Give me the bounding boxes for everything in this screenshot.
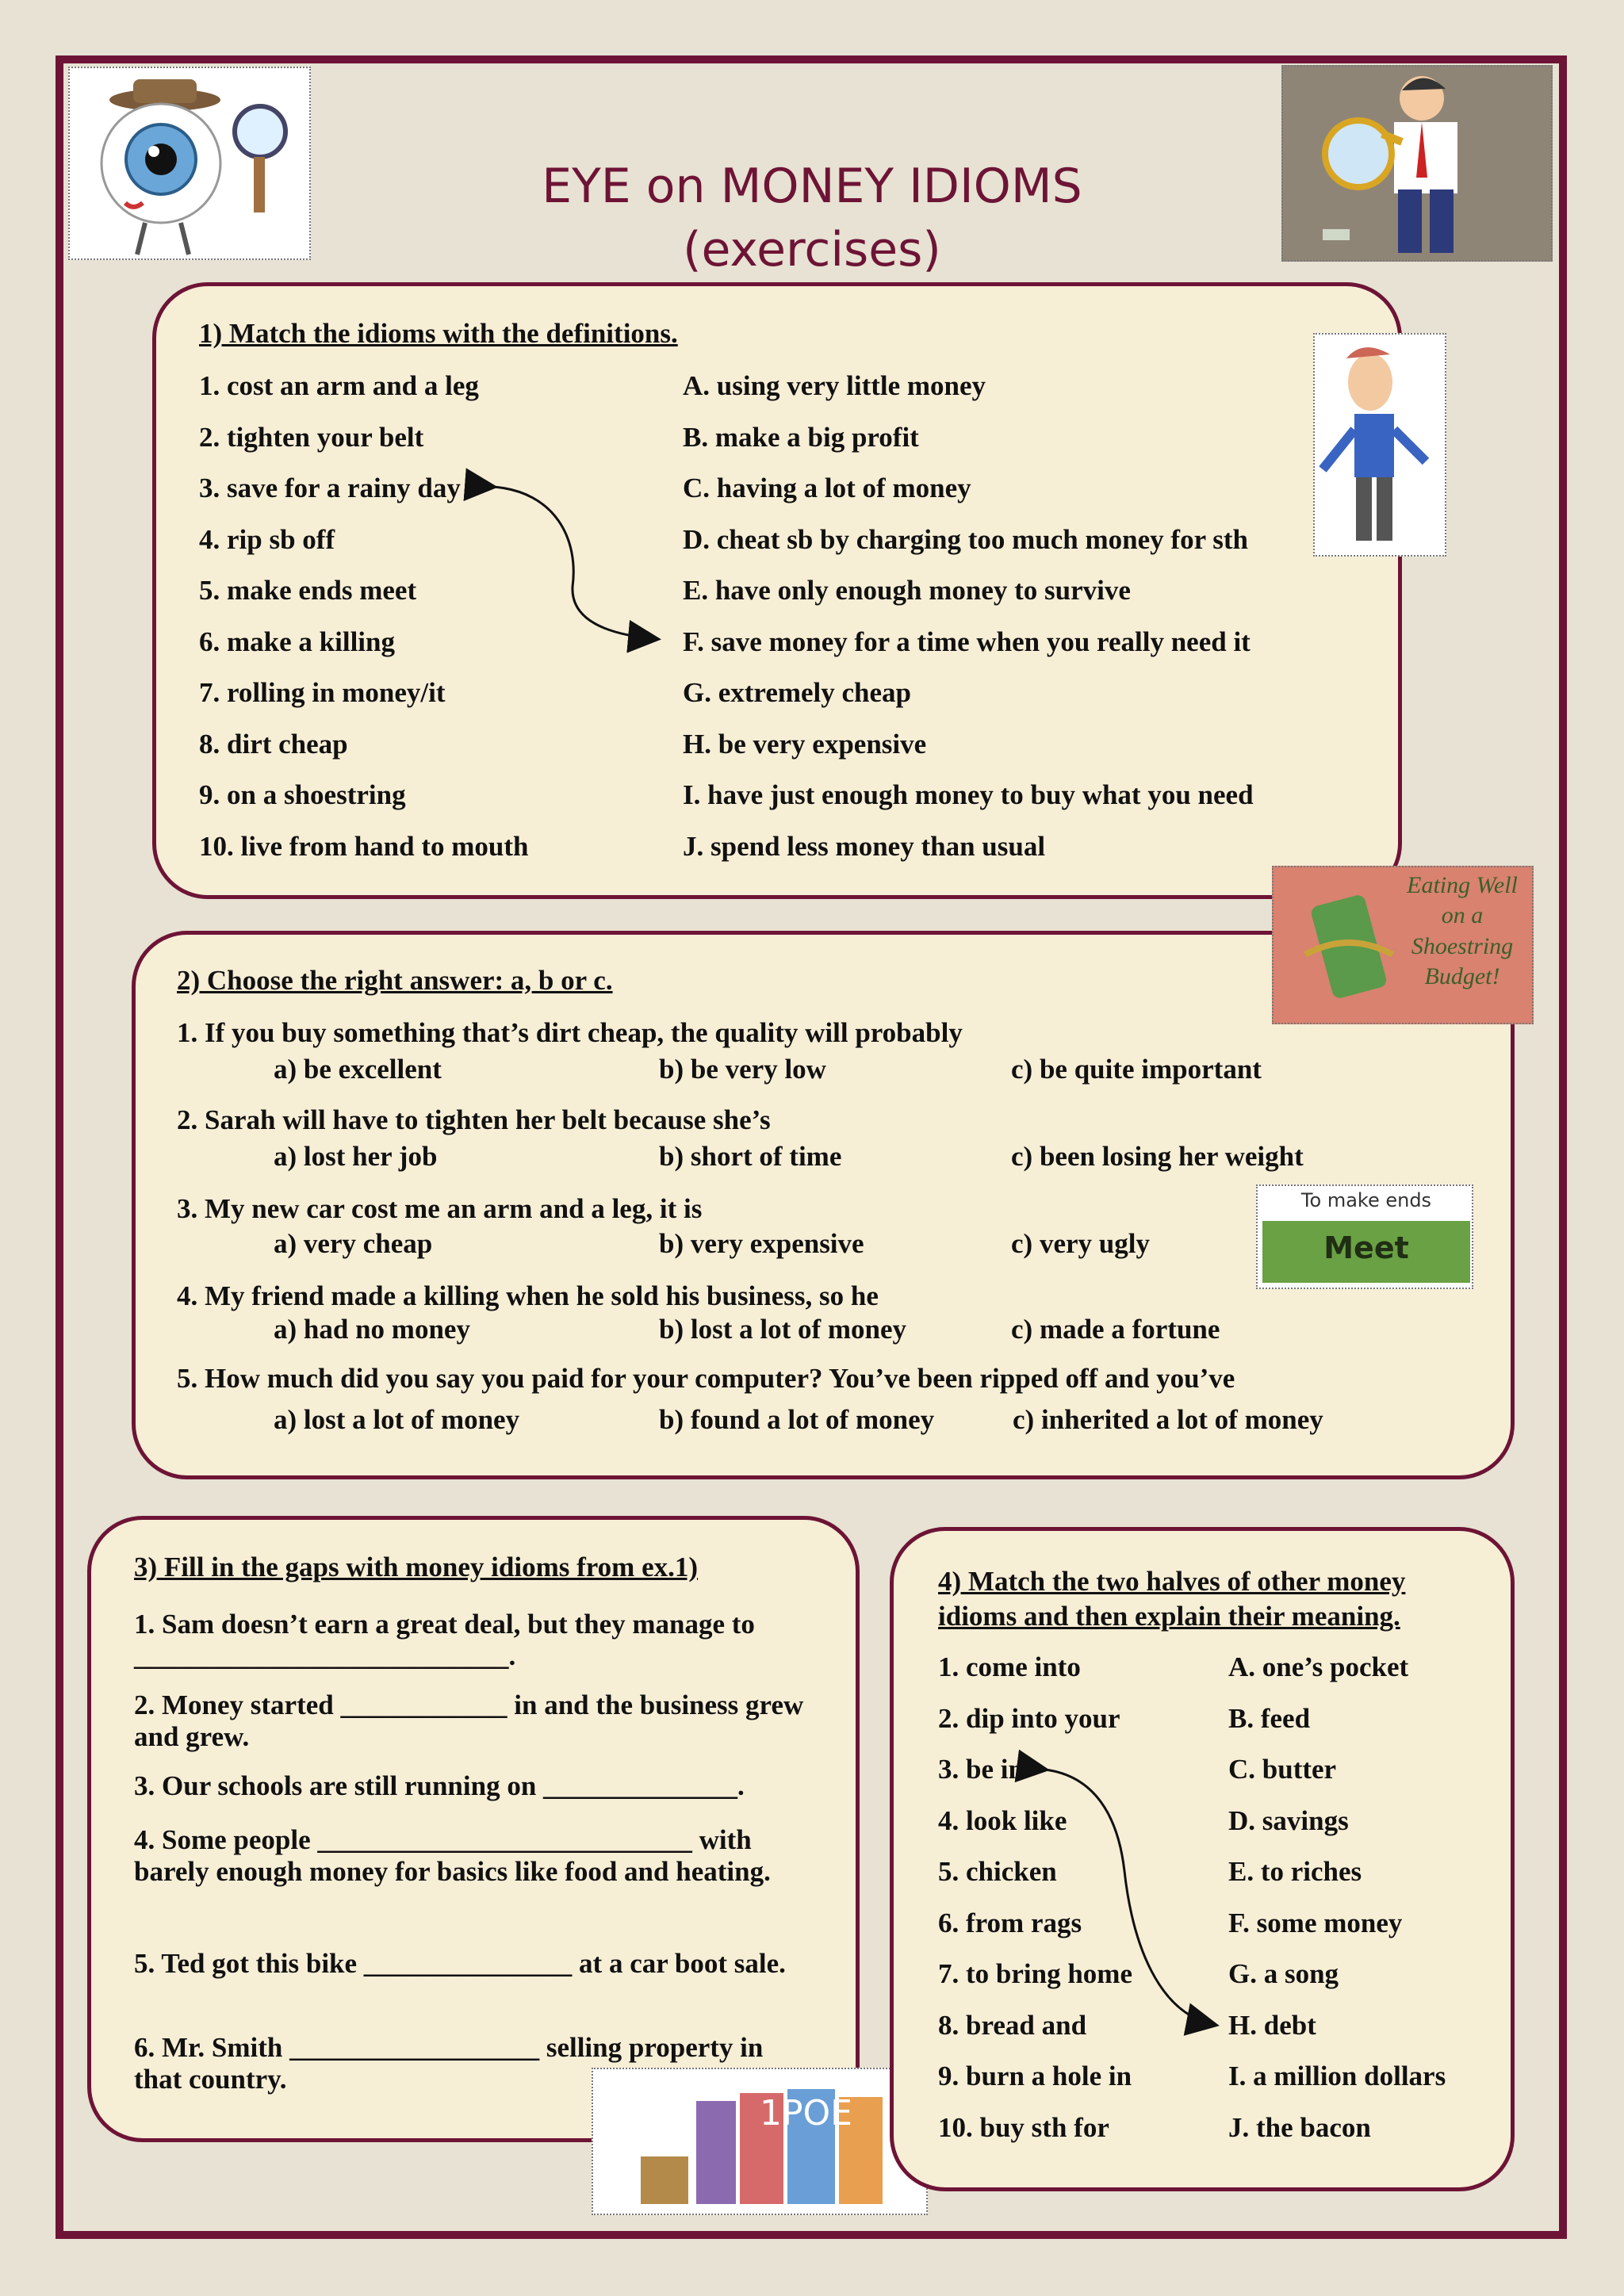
definition-item: F. save money for a time when you really need it: [683, 626, 1251, 657]
option-b: b) found a lot of money: [659, 1404, 935, 1435]
definition-item: C. having a lot of money: [683, 473, 971, 503]
sign-line-4: Budget!: [1424, 963, 1500, 990]
option-a: a) had no money: [274, 1314, 470, 1345]
option-a: a) lost her job: [274, 1141, 438, 1172]
idiom-second-half: E. to riches: [1228, 1856, 1362, 1887]
idiom-item: 5. make ends meet: [199, 575, 417, 606]
exercise-1-heading: 1) Match the idioms with the definitions.: [199, 318, 678, 349]
exercise-4-heading-line-1: 4) Match the two halves of other money: [938, 1566, 1406, 1597]
option-b: b) lost a lot of money: [659, 1314, 907, 1345]
idiom-second-half: I. a million dollars: [1228, 2061, 1446, 2091]
idiom-first-half: 9. burn a hole in: [938, 2061, 1132, 2091]
idiom-first-half: 5. chicken: [938, 1856, 1057, 1887]
idiom-second-half: B. feed: [1228, 1702, 1311, 1734]
option-c: c) very ugly: [1011, 1228, 1150, 1259]
option-b: b) very expensive: [659, 1228, 864, 1259]
exercise-2-heading: 2) Choose the right answer: a, b or c.: [177, 965, 613, 996]
idiom-second-half: G. a song: [1228, 1958, 1339, 1989]
idiom-item: 8. dirt cheap: [199, 728, 348, 760]
gap-sentence: 3. Our schools are still running on ______________.: [134, 1770, 745, 1801]
option-a: a) be excellent: [274, 1054, 442, 1085]
idiom-second-half: C. butter: [1228, 1754, 1337, 1785]
question-text: 2. Sarah will have to tighten her belt because she’s: [177, 1104, 771, 1135]
idiom-first-half: 8. bread and: [938, 2009, 1087, 2041]
option-b: b) be very low: [659, 1054, 826, 1085]
option-a: a) lost a lot of money: [274, 1404, 520, 1435]
question-text: 3. My new car cost me an arm and a leg, it is: [177, 1193, 703, 1224]
option-c: c) made a fortune: [1011, 1314, 1220, 1345]
page-title: EYE on MONEY IDIOMS: [542, 159, 1082, 214]
gap-sentence: 6. Mr. Smith __________________ selling property in that country.: [134, 2032, 764, 2095]
ends-meet-bottom-text: Meet: [1323, 1230, 1409, 1265]
option-a: a) very cheap: [274, 1228, 433, 1259]
idiom-item: 4. rip sb off: [199, 523, 335, 555]
banknote-label: 1POE: [760, 2093, 852, 2133]
idiom-item: 1. cost an arm and a leg: [199, 370, 479, 401]
question-text: 1. If you buy something that’s dirt cheap, the quality will probably: [177, 1017, 963, 1048]
idiom-item: 10. live from hand to mouth: [199, 830, 529, 862]
exercise-4-heading-line-2: idioms and then explain their meaning.: [938, 1601, 1400, 1632]
page-subtitle: (exercises): [683, 222, 941, 277]
idiom-second-half: F. some money: [1228, 1907, 1403, 1938]
idiom-first-half: 3. be in: [938, 1754, 1024, 1785]
definition-item: G. extremely cheap: [683, 677, 912, 708]
option-c: c) been losing her weight: [1011, 1141, 1304, 1172]
definition-item: I. have just enough money to buy what you need: [683, 779, 1254, 810]
definition-item: D. cheat sb by charging too much money for sth: [683, 523, 1248, 555]
question-text: 5. How much did you say you paid for your computer? You’ve been ripped off and you’ve: [177, 1363, 1235, 1394]
sign-line-3: Shoestring: [1411, 932, 1514, 959]
exercise-3-heading: 3) Fill in the gaps with money idioms from ex.1): [134, 1552, 699, 1582]
idiom-first-half: 4. look like: [938, 1804, 1067, 1836]
gap-sentence: 2. Money started ____________ in and the business grew and grew.: [134, 1689, 804, 1753]
idiom-first-half: 6. from rags: [938, 1907, 1082, 1938]
definition-item: A. using very little money: [683, 370, 986, 401]
idiom-second-half: D. savings: [1228, 1804, 1349, 1836]
definition-item: H. be very expensive: [683, 728, 927, 760]
definition-item: B. make a big profit: [683, 421, 919, 453]
idiom-item: 3. save for a rainy day: [199, 473, 461, 503]
idiom-item: 2. tighten your belt: [199, 421, 424, 453]
idiom-first-half: 2. dip into your: [938, 1702, 1120, 1734]
idiom-item: 7. rolling in money/it: [199, 677, 446, 708]
idiom-second-half: A. one’s pocket: [1228, 1651, 1409, 1682]
idiom-first-half: 1. come into: [938, 1651, 1081, 1682]
ends-meet-top-text: To make ends: [1300, 1189, 1432, 1211]
idiom-item: 6. make a killing: [199, 626, 395, 657]
idiom-item: 9. on a shoestring: [199, 779, 406, 810]
definition-item: E. have only enough money to survive: [683, 575, 1131, 606]
option-c: c) be quite important: [1011, 1054, 1262, 1085]
idiom-second-half: H. debt: [1228, 2009, 1316, 2041]
idiom-second-half: J. the bacon: [1228, 2111, 1371, 2143]
idiom-first-half: 7. to bring home: [938, 1958, 1132, 1989]
gap-sentence: 5. Ted got this bike _______________ at a car boot sale.: [134, 1948, 786, 1979]
option-b: b) short of time: [659, 1141, 842, 1172]
definition-item: J. spend less money than usual: [683, 830, 1046, 862]
gap-sentence: 4. Some people ___________________________ with barely enough money for basics like food and heating.: [134, 1824, 771, 1888]
idiom-first-half: 10. buy sth for: [938, 2111, 1109, 2143]
question-text: 4. My friend made a killing when he sold his business, so he: [177, 1280, 879, 1311]
sign-line-1: Eating Well: [1407, 872, 1518, 898]
gap-sentence: 1. Sam doesn’t earn a great deal, but they manage to ___________________________.: [134, 1609, 755, 1672]
option-c: c) inherited a lot of money: [1013, 1404, 1323, 1435]
sign-line-2: on a: [1441, 902, 1484, 929]
